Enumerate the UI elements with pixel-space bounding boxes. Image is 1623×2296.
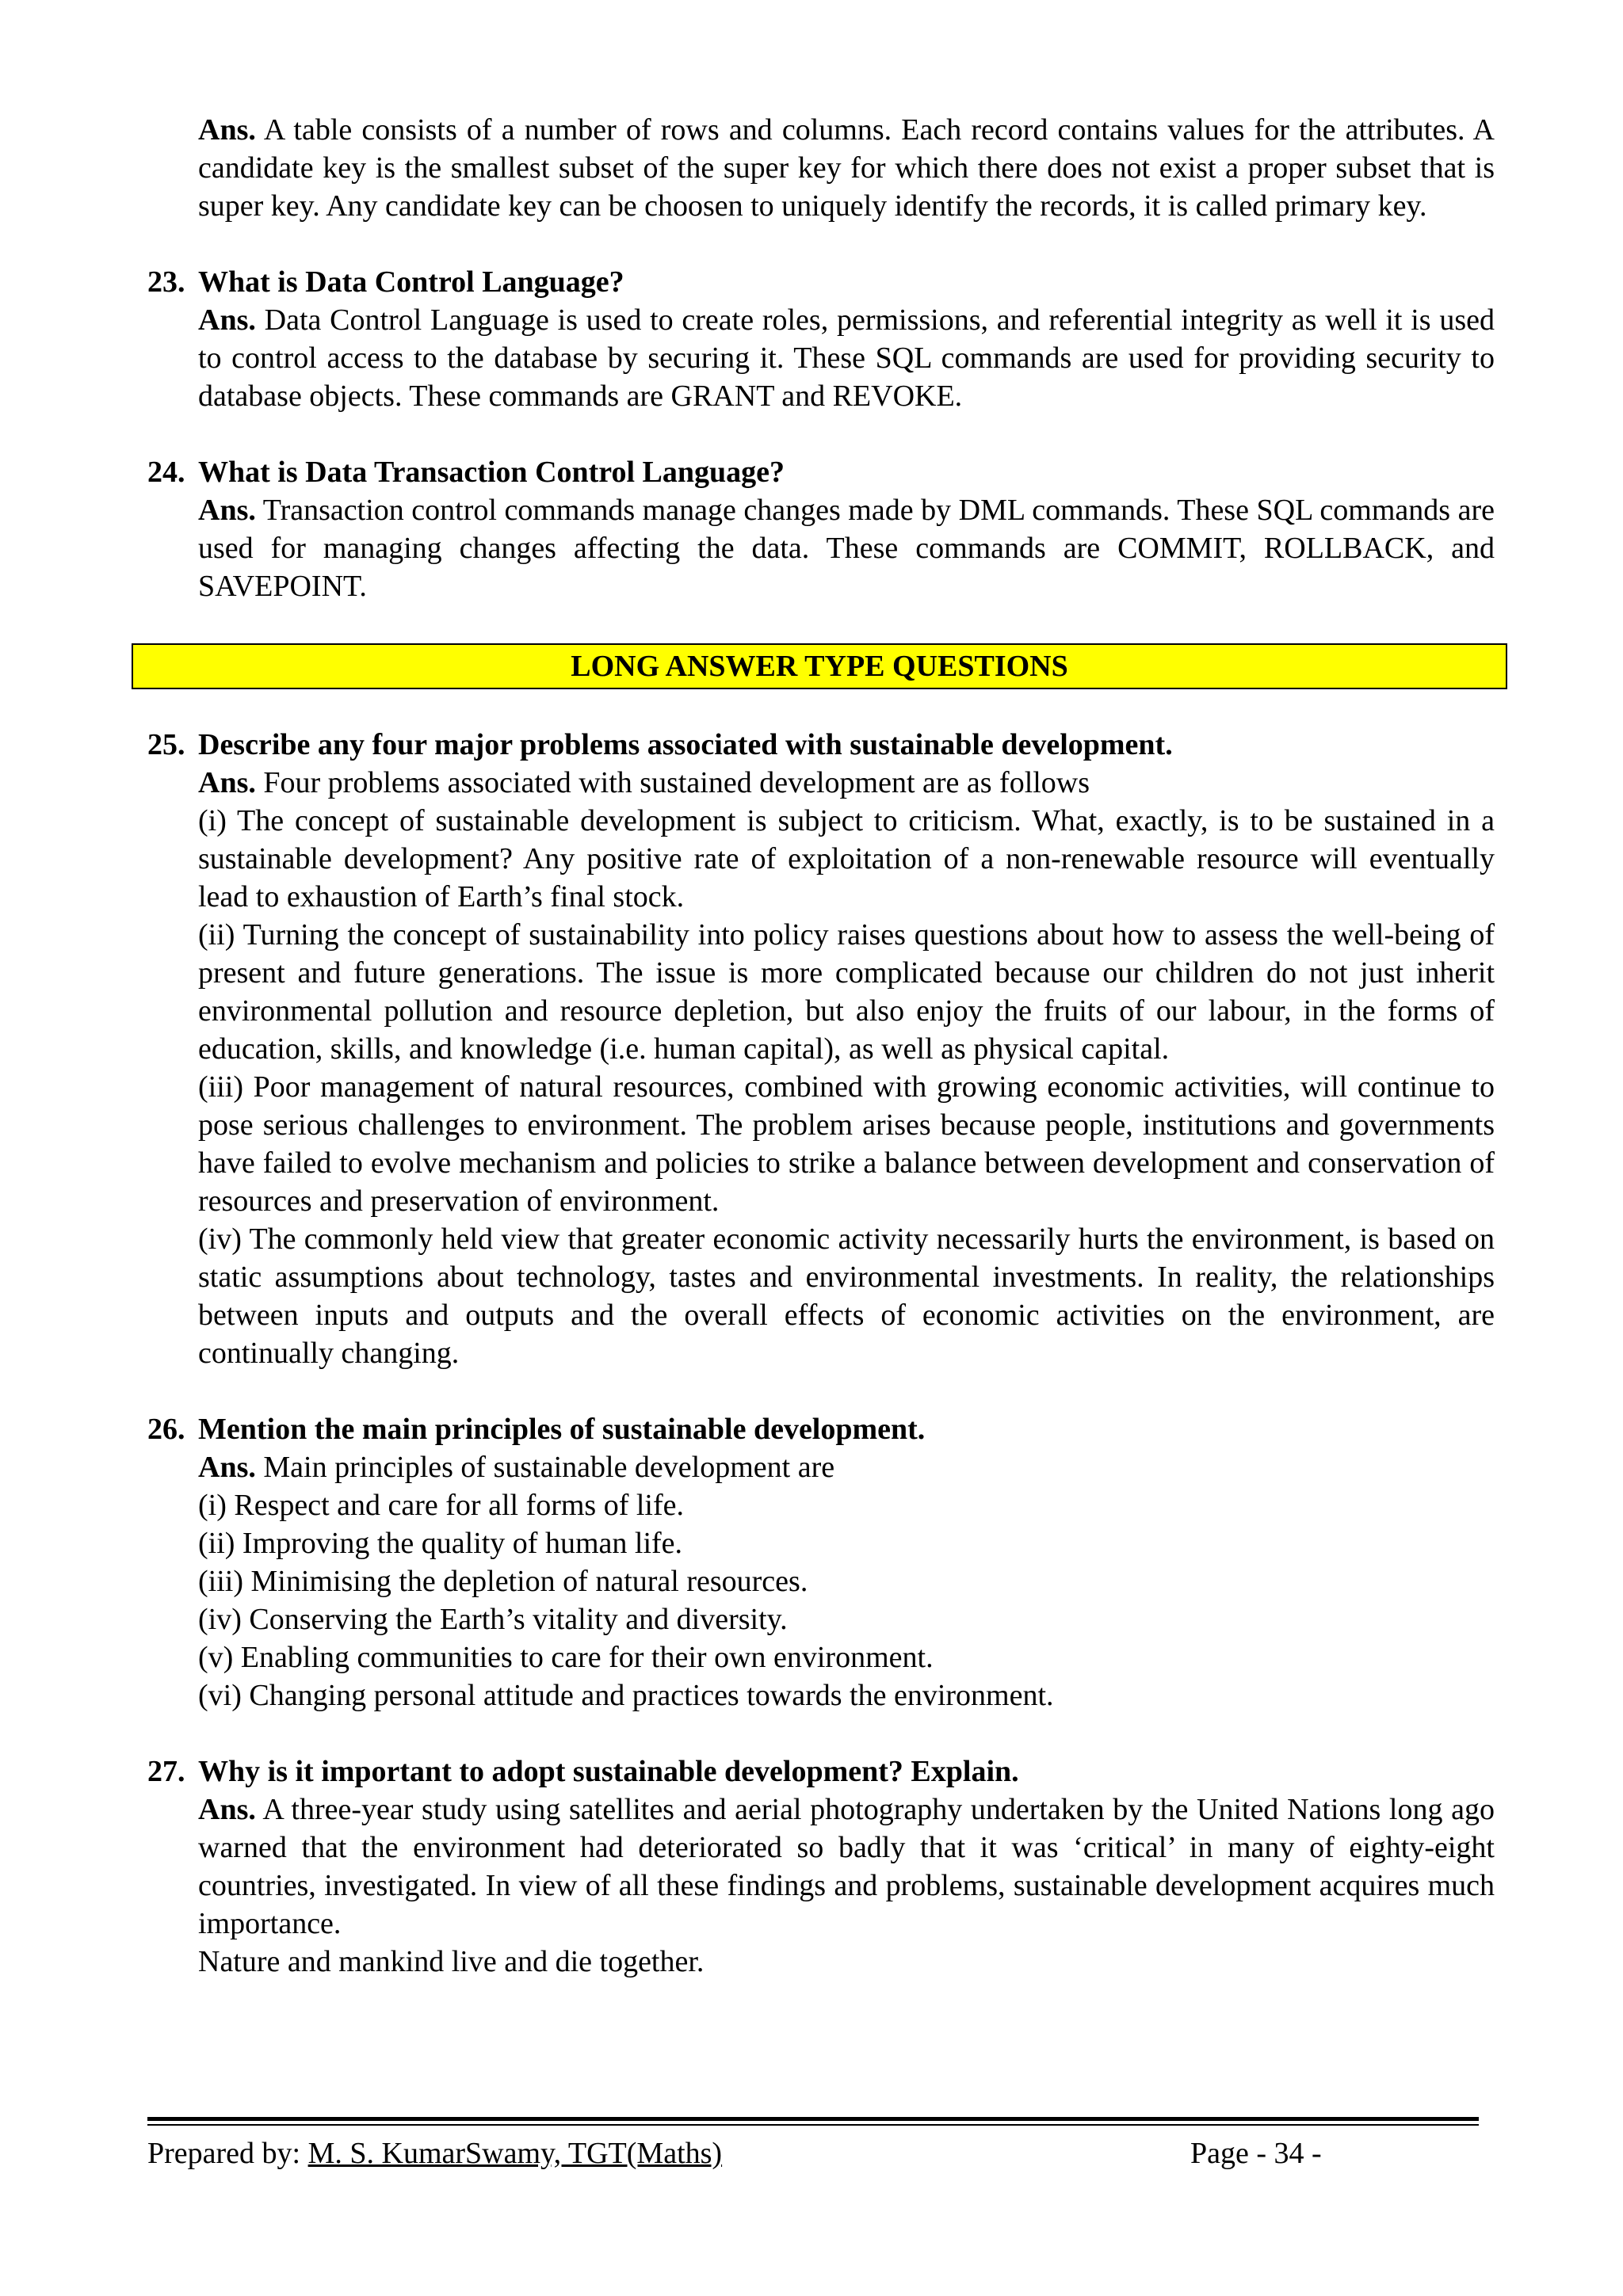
answer-body: A table consists of a number of rows and columns. Each record contains values for the attributes. A candidate key is the smallest subset of the super key for which there does not exist a proper subset that is super key. Any candidate key can be choosen to uniquely identify the records, it is called primary key. (198, 113, 1495, 223)
question-text: What is Data Control Language? (198, 265, 624, 299)
section-heading-band (132, 643, 1507, 689)
footer-prepared-label: Prepared by: (147, 2137, 308, 2170)
question-text: Why is it important to adopt sustainable development? Explain. (198, 1755, 1019, 1788)
footer-author: M. S. KumarSwamy, TGT(Maths) (307, 2137, 723, 2170)
answer-text (198, 301, 1495, 415)
section-heading: LONG ANSWER TYPE QUESTIONS (571, 650, 1068, 683)
question-answer (198, 491, 1495, 605)
answer-point: (i) The concept of sustainable development is subject to criticism. What, exactly, is to be sustained in a sustainable development? Any positive rate of exploitation of a non-renewable resource will eventually lead to exhaustion of Earth’s final stock. (198, 804, 1495, 913)
question-number: 26. (147, 1413, 185, 1446)
answer-body: A three-year study using satellites and aerial photography undertaken by the United Nations long ago warned that the environment had deteriorated so badly that it was ‘critical’ in many of eighty-eight countries, investigated. In view of all these findings and problems, sustainable development acquires much importance. (198, 1793, 1495, 1940)
q22-answer (198, 111, 1495, 225)
footer-rule (147, 2117, 1479, 2126)
page-number: Page - 34 - (1190, 2137, 1322, 2170)
answer-text (198, 491, 1495, 605)
principle-item: (v) Enabling communities to care for their own environment. (198, 1641, 934, 1674)
answer-label: Ans. (198, 113, 256, 147)
question-text: Mention the main principles of sustainable development. (198, 1413, 926, 1446)
question-25 (147, 726, 1495, 1372)
question-text: What is Data Transaction Control Language? (198, 456, 785, 489)
question-title (147, 1753, 1495, 1791)
answer-label: Ans. (198, 766, 256, 799)
footer-rule-thick (147, 2117, 1479, 2121)
principle-item: (iv) Conserving the Earth’s vitality and diversity. (198, 1603, 788, 1636)
question-27 (147, 1753, 1495, 1981)
answer-label: Ans. (198, 1793, 256, 1826)
footer-credit (147, 2134, 722, 2172)
principle-item: (vi) Changing personal attitude and practices towards the environment. (198, 1679, 1054, 1712)
answer-point: (iii) Poor management of natural resources, combined with growing economic activities, will continue to pose serious challenges to environment. The problem arises because people, institutions and governments have failed to evolve mechanism and policies to strike a balance between development and conservation of resources and preservation of environment. (198, 1070, 1495, 1218)
principle-item: (ii) Improving the quality of human life. (198, 1527, 683, 1560)
question-26 (147, 1410, 1495, 1714)
question-text: Describe any four major problems associated with sustainable development. (198, 728, 1173, 761)
answer-body: Main principles of sustainable development are (255, 1451, 835, 1484)
footer-rule-thin (147, 2124, 1479, 2126)
page-content (147, 111, 1495, 2019)
answer-text (198, 1791, 1495, 1943)
question-23 (147, 263, 1495, 415)
answer-label: Ans. (198, 1451, 256, 1484)
question-answer (198, 1791, 1495, 1981)
answer-body: Transaction control commands manage changes made by DML commands. These SQL commands are used for managing changes affecting the data. These commands are COMMIT, ROLLBACK, and SAVEPOINT. (198, 494, 1495, 603)
question-answer (198, 301, 1495, 415)
answer-label: Ans. (198, 303, 256, 337)
answer-closing-line: Nature and mankind live and die together. (198, 1945, 705, 1978)
answer-label: Ans. (198, 494, 256, 527)
question-number: 25. (147, 728, 185, 761)
q22-answer-text (198, 111, 1495, 225)
question-24 (147, 453, 1495, 605)
question-title (147, 453, 1495, 491)
question-answer (198, 764, 1495, 1372)
answer-body: Four problems associated with sustained development are as follows (255, 766, 1090, 799)
question-title (147, 1410, 1495, 1448)
answer-point: (ii) Turning the concept of sustainability into policy raises questions about how to assess the well-being of present and future generations. The issue is more complicated because our children do not just inherit environmental pollution and resource depletion, but also enjoy the fruits of our labour, in the forms of education, skills, and knowledge (i.e. human capital), as well as physical capital. (198, 918, 1495, 1066)
answer-body: Data Control Language is used to create roles, permissions, and referential integrity as well it is used to control access to the database by securing it. These SQL commands are used for providing security to database objects. These commands are GRANT and REVOKE. (198, 303, 1495, 413)
answer-intro (198, 1448, 1495, 1486)
question-number: 27. (147, 1755, 185, 1788)
answer-intro (198, 764, 1495, 802)
question-number: 24. (147, 456, 185, 489)
principle-item: (iii) Minimising the depletion of natural resources. (198, 1565, 808, 1598)
answer-point: (iv) The commonly held view that greater economic activity necessarily hurts the environment, is based on static assumptions about technology, tastes and environmental investments. In reality, the relationships between inputs and outputs and the overall effects of economic activities on the environment, are continually changing. (198, 1222, 1495, 1370)
principle-item: (i) Respect and care for all forms of life. (198, 1489, 685, 1522)
question-title (147, 263, 1495, 301)
question-number: 23. (147, 265, 185, 299)
question-answer (198, 1448, 1495, 1714)
question-title (147, 726, 1495, 764)
